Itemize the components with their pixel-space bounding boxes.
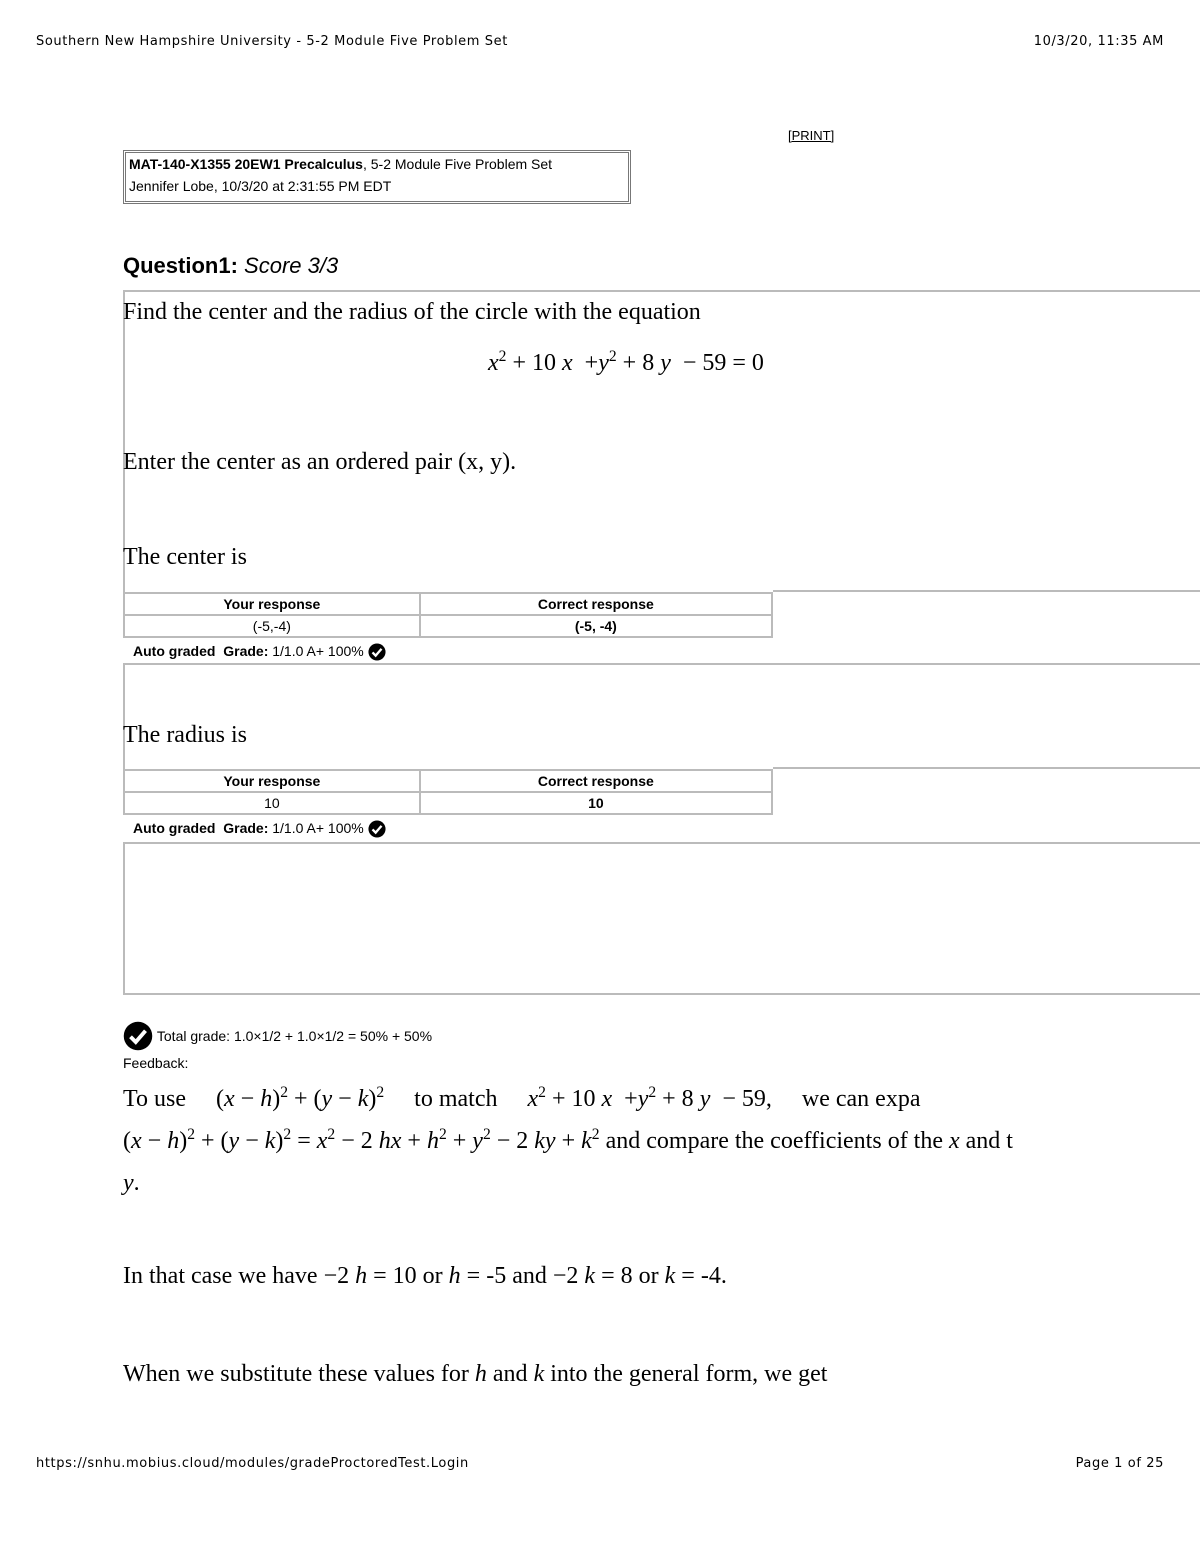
check-circle-icon <box>368 643 386 661</box>
feedback-text: When we substitute these values for <box>123 1361 469 1387</box>
feedback-text: or <box>422 1263 443 1289</box>
h-value: -5 <box>486 1263 507 1289</box>
question-panel-radius <box>123 663 1200 770</box>
student-line: Jennifer Lobe, 10/3/20 at 2:31:55 PM EDT <box>129 178 392 194</box>
divider <box>773 767 1200 769</box>
question-panel-center <box>123 290 1200 592</box>
page-footer-url[interactable]: https://snhu.mobius.cloud/modules/gradeProctoredTest.Login <box>36 1456 469 1471</box>
auto-graded-label: Auto graded <box>133 643 216 659</box>
feedback-text: or <box>638 1263 659 1289</box>
question-title <box>123 253 338 279</box>
course-line <box>129 153 625 175</box>
center-response-table <box>123 592 773 638</box>
feedback-line-5: When we substitute these values for h and k into the general form, we get <box>123 1361 828 1387</box>
assignment-name: , 5-2 Module Five Problem Set <box>362 156 553 172</box>
center-grade-line <box>133 643 386 661</box>
correct-response-header: Correct response <box>420 593 772 615</box>
grade-value: 1/1.0 A+ 100% <box>272 643 364 659</box>
table-row <box>124 792 772 814</box>
feedback-text: and <box>492 1361 528 1387</box>
course-name: MAT-140-X1355 20EW1 Precalculus <box>129 156 363 172</box>
feedback-label: Feedback: <box>123 1055 189 1071</box>
center-label: The center is <box>123 544 247 570</box>
feedback-line-3: y. <box>123 1170 140 1196</box>
k-value: -4 <box>700 1263 721 1289</box>
center-correct-response: (-5, -4) <box>420 615 772 637</box>
feedback-text: and compare the coefficients of the <box>605 1128 943 1154</box>
grade-value: 1/1.0 A+ 100% <box>272 820 364 836</box>
question-panel-empty <box>123 842 1200 995</box>
circle-equation: $x^2 + 10$ $x +y^2 + 8$ y − 59 = 0 <box>488 348 764 376</box>
feedback-text: In that case we have <box>123 1263 318 1289</box>
total-grade-line <box>123 1021 432 1051</box>
feedback-line-2: $(x - h)^2 + (y - k)^2 = x^2 - 2$ hx + $h^2 + y^2 - 2$ ky + $k^2$ and compare the coefficients of the x and t <box>123 1128 1013 1154</box>
table-header-row <box>124 593 772 615</box>
divider <box>773 590 1200 592</box>
grade-label: Grade: <box>223 820 269 836</box>
page-footer-page-number: Page 1 of 25 <box>1075 1456 1164 1471</box>
feedback-text: To use <box>123 1086 186 1112</box>
radius-response-table <box>123 769 773 815</box>
table-row <box>124 615 772 637</box>
total-grade: Total grade: 1.0×1/2 + 1.0×1/2 = 50% + 50% <box>156 1028 433 1044</box>
feedback-text: and t <box>965 1128 1013 1154</box>
grade-label: Grade: <box>223 643 269 659</box>
page-header-datetime: 10/3/20, 11:35 AM <box>1033 34 1164 49</box>
table-header-row <box>124 770 772 792</box>
center-your-response: (-5,-4) <box>124 615 420 637</box>
radius-your-response: 10 <box>124 792 420 814</box>
check-circle-icon <box>123 1021 153 1051</box>
your-response-header: Your response <box>124 770 420 792</box>
question-score: Score 3/3 <box>244 253 339 278</box>
auto-graded-label: Auto graded <box>133 820 216 836</box>
feedback-text: to match <box>414 1086 498 1112</box>
page-header-title: Southern New Hampshire University - 5-2 Module Five Problem Set <box>36 34 508 49</box>
feedback-text: and <box>512 1263 547 1289</box>
feedback-line-1: To use $(x - h)^2 + (y - k)^2$ to match $x^2 + 10$ $x +y^2 + 8$ y − 59, we can expa <box>123 1086 921 1112</box>
radius-label: The radius is <box>123 722 247 748</box>
your-response-header: Your response <box>124 593 420 615</box>
question-label: Question1: <box>123 253 238 278</box>
center-instruction: Enter the center as an ordered pair (x, y). <box>123 449 517 475</box>
feedback-text: we can expa <box>801 1086 921 1112</box>
check-circle-icon <box>368 820 386 838</box>
assignment-info-box <box>123 150 631 204</box>
print-link[interactable]: [PRINT] <box>788 128 835 143</box>
feedback-text: into the general form, we get <box>550 1361 828 1387</box>
radius-grade-line <box>133 820 386 838</box>
feedback-line-4: In that case we have −2 h = 10 or h = -5 and −2 k = 8 or k = -4. <box>123 1263 727 1289</box>
radius-correct-response: 10 <box>420 792 772 814</box>
question-prompt: Find the center and the radius of the circle with the equation <box>123 299 701 325</box>
correct-response-header: Correct response <box>420 770 772 792</box>
